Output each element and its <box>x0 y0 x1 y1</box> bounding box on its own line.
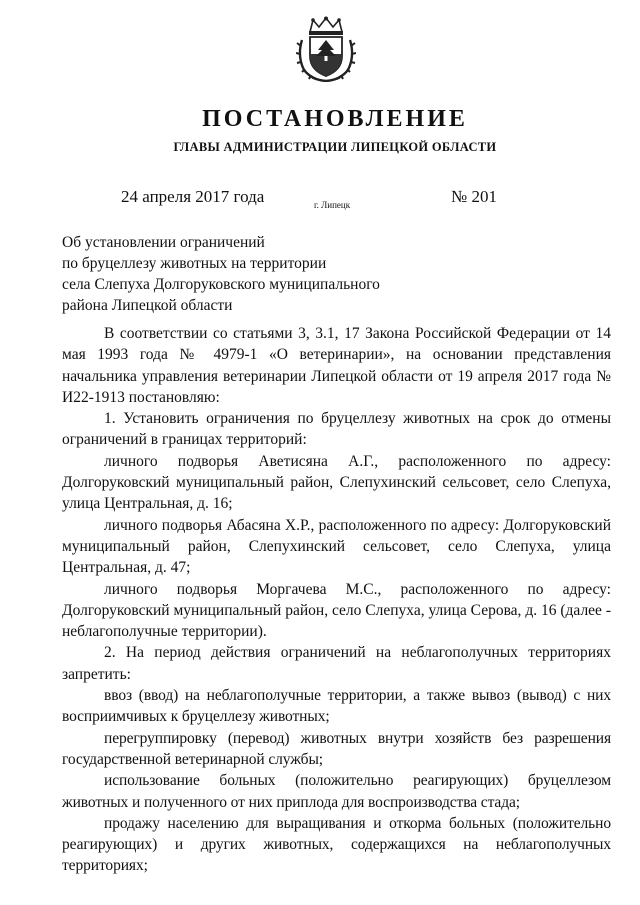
subject-line: Об установлении ограничений <box>62 234 265 251</box>
subject-line: села Слепуха Долгоруковского муниципального <box>62 276 380 293</box>
territory-item: личного подворья Абасяна Х.Р., расположенного по адресу: Долгоруковский муниципальный район, Слепухинский сельсовет, село Слепуха, улица Центральная, д. 47; <box>62 516 611 577</box>
clause-1: 1. Установить ограничения по бруцеллезу животных на срок до отмены ограничений в границах территорий: <box>62 410 611 449</box>
coat-of-arms-icon <box>296 16 356 82</box>
document-title: ПОСТАНОВЛЕНИЕ <box>202 106 468 132</box>
prohibition-item: перегруппировку (перевод) животных внутри хозяйств без разрешения государственной ветеринарной службы; <box>62 729 611 768</box>
issuer-subtitle: ГЛАВЫ АДМИНИСТРАЦИИ ЛИПЕЦКОЙ ОБЛАСТИ <box>173 140 497 154</box>
prohibition-item: использование больных (положительно реагирующих) бруцеллезом животных и полученного от них приплода для воспроизводства стада; <box>62 772 611 811</box>
territory-item: личного подворья Моргачева М.С., расположенного по адресу: Долгоруковский муниципальный район, село Слепуха, улица Серова, д. 16 (далее - неблагополучные территории). <box>62 580 611 641</box>
preamble-paragraph: В соответствии со статьями 3, 3.1, 17 Закона Российской Федерации от 14 мая 1993 года № 4979-1 «О ветеринарии», на основании представления начальника управления ветеринарии Липецкой области от 19 апреля 2017 года № И22-1913 постановляю: <box>62 325 611 406</box>
document-number: № 201 <box>451 187 497 206</box>
prohibition-item: продажу населению для выращивания и откорма больных (положительно реагирующих) и других животных, содержащихся на неблагополучных территориях; <box>62 814 611 875</box>
document-city: г. Липецк <box>314 200 351 210</box>
document-date: 24 апреля 2017 года <box>121 187 265 206</box>
territory-item: личного подворья Аветисяна А.Г., расположенного по адресу: Долгоруковский муниципальный район, Слепухинский сельсовет, село Слепуха, улица Центральная, д. 16; <box>62 452 611 513</box>
subject-line: по бруцеллезу животных на территории <box>62 255 327 272</box>
subject-line: района Липецкой области <box>62 297 233 314</box>
prohibition-item: ввоз (ввод) на неблагополучные территории, а также вывоз (вывод) с них восприимчивых к бруцеллезу животных; <box>62 687 611 726</box>
document-subject <box>62 232 422 316</box>
document-body <box>62 323 611 877</box>
clause-2: 2. На период действия ограничений на неблагополучных территориях запретить: <box>62 644 611 683</box>
